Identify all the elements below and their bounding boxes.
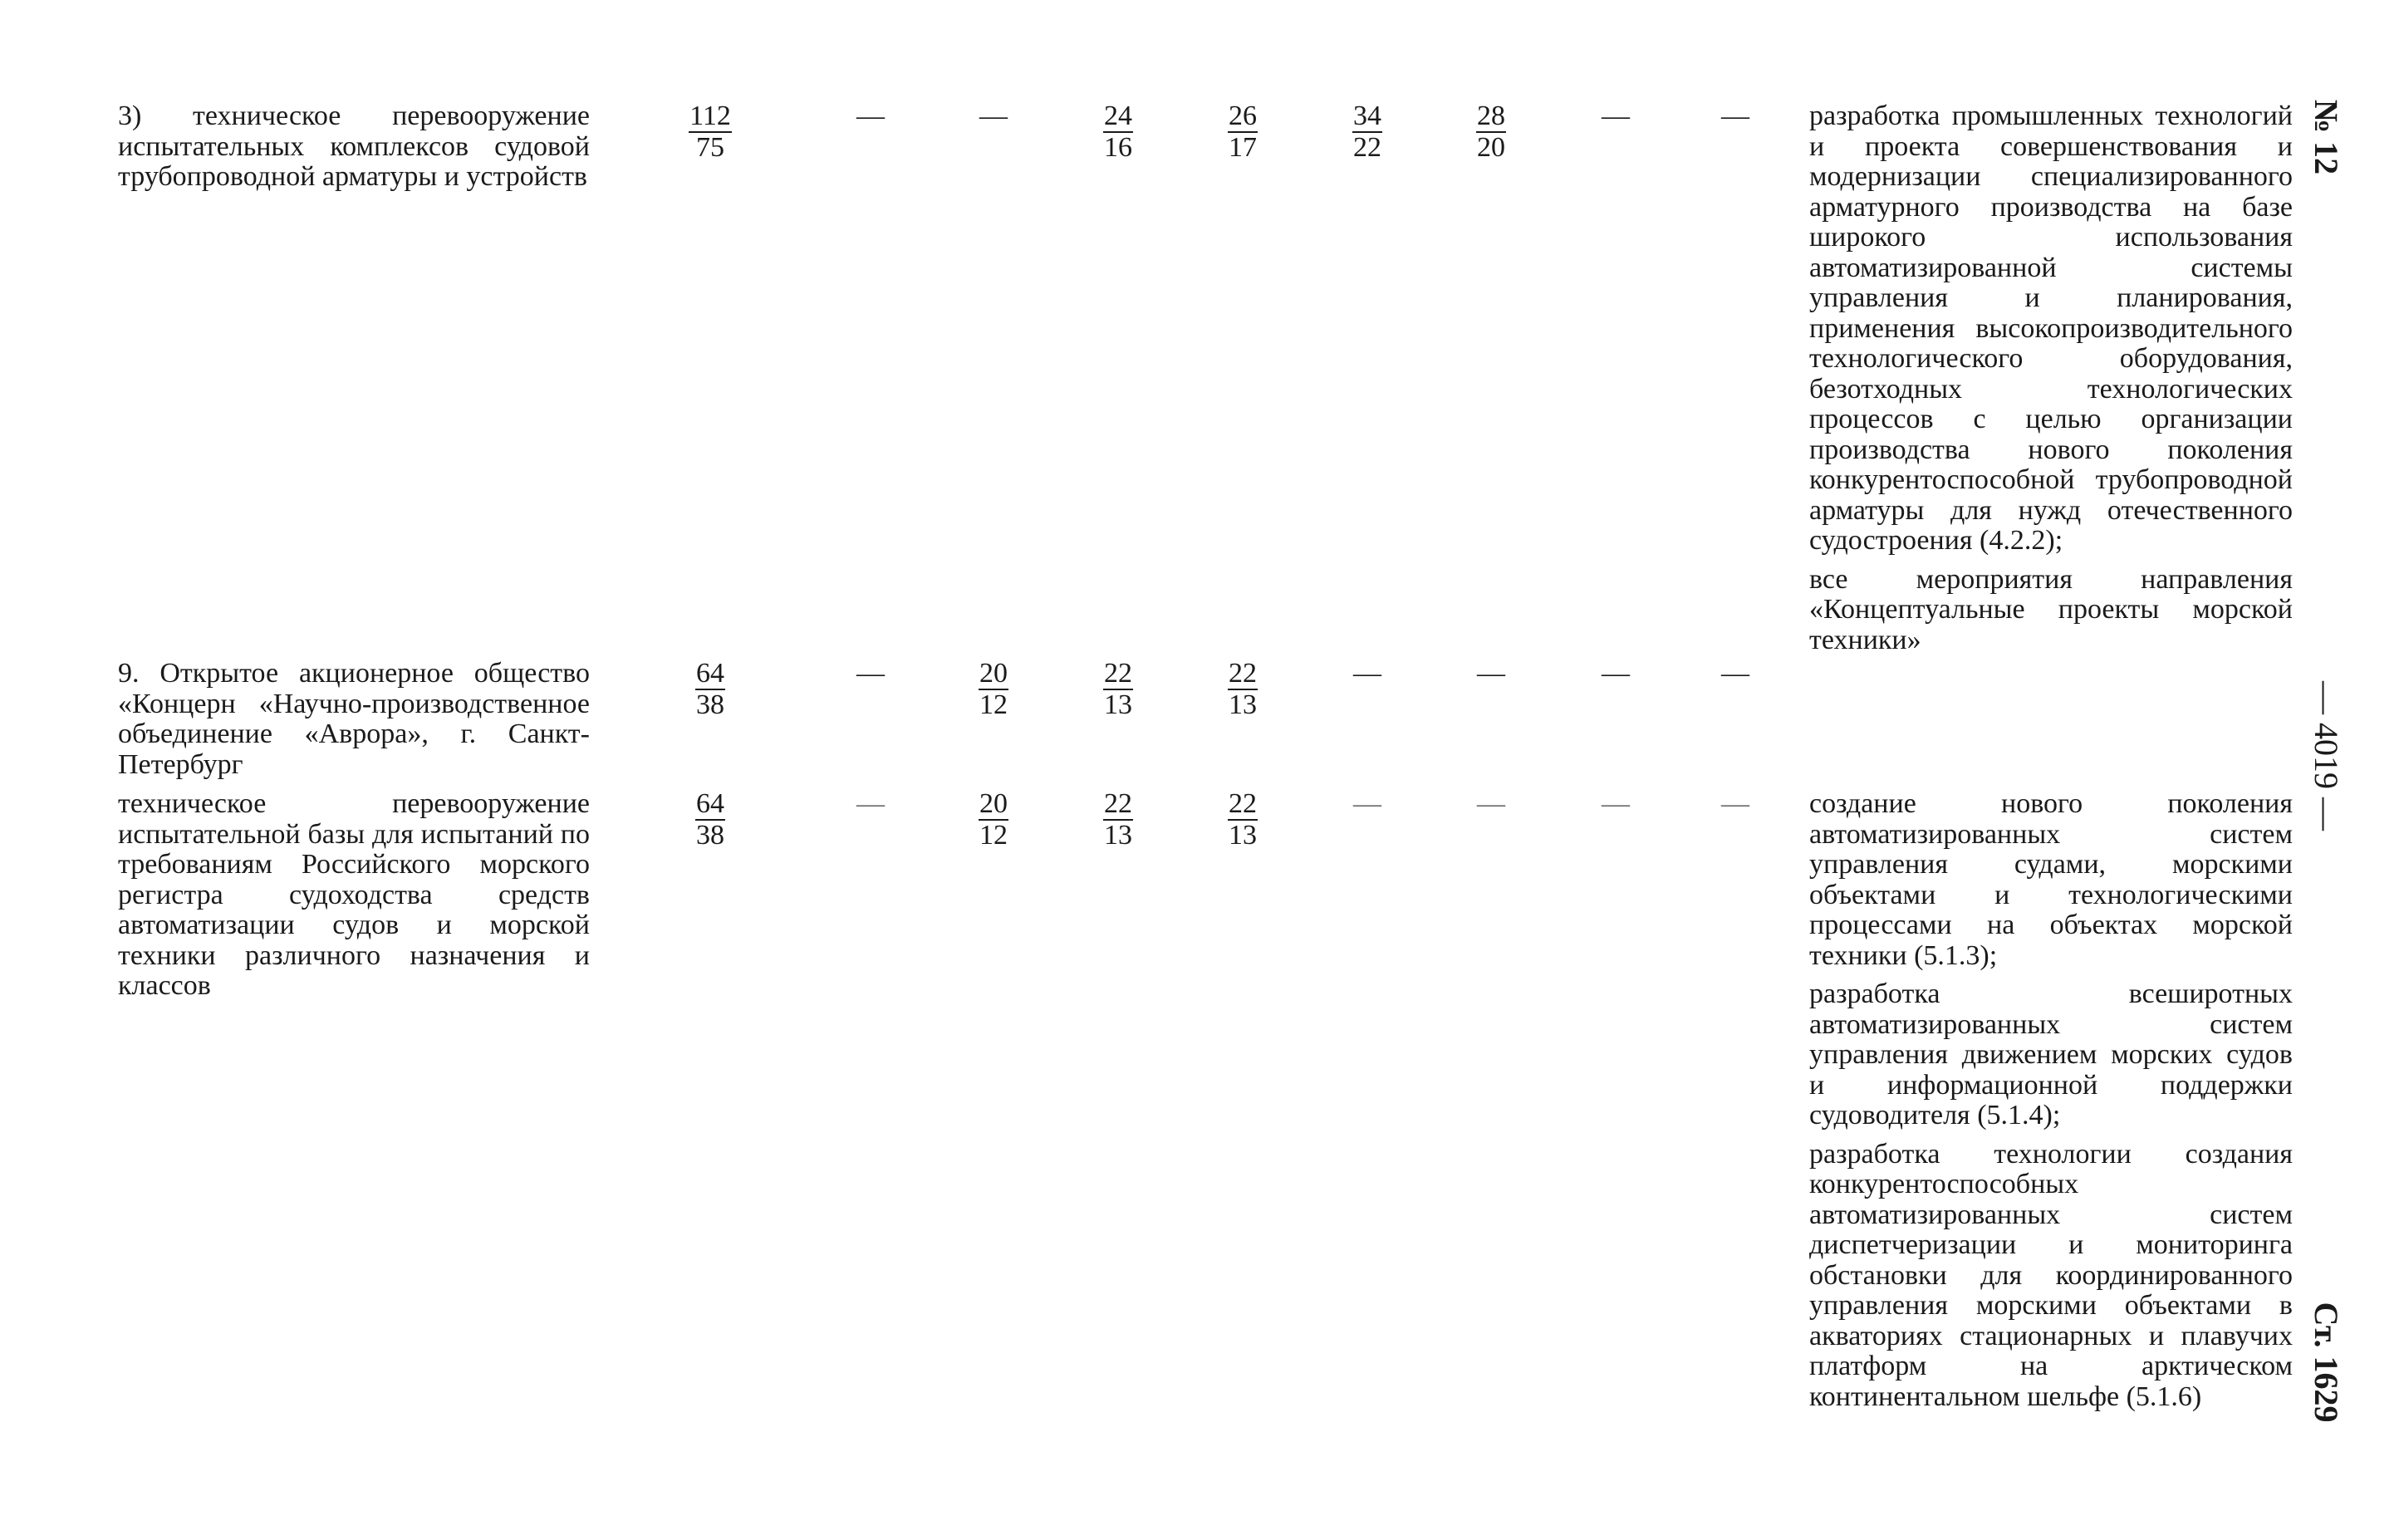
description-paragraph: разработка промышленных технологий и проекта совершенствования и модернизации специализированного арматурного производства на базе широкого использования автоматизированной системы управления и планирования, применения высокопроизводительного технологического оборудования, безотходных технологических процессов с целью организации производства нового поколения конкурентоспособной трубопроводной арматуры для нужд отечественного судостроения (4.2.2); [1809,101,2293,556]
row-1-cell-3 [1085,659,1151,720]
row-0-cell-3 [1085,101,1151,163]
fraction-numerator: 26 [1229,101,1257,131]
fraction-numerator: 20 [979,658,1008,689]
fraction-denominator: 13 [1104,820,1132,851]
row-2-description [1809,789,2293,1412]
fraction-denominator: 75 [696,132,724,163]
row-1-cell-7: — [1602,658,1630,689]
row-2-cell-6: — [1477,788,1505,819]
row-0-cell-5 [1334,101,1401,163]
fraction-denominator: 13 [1229,820,1257,851]
fraction-denominator: 38 [696,820,724,851]
fraction-denominator: 12 [979,820,1008,851]
fraction-denominator: 38 [696,689,724,720]
row-0-description [1809,101,2293,655]
row-2-cell-0 [677,789,743,851]
row-0-cell-1: — [856,101,885,131]
row-1-cell-0 [677,659,743,720]
fraction-denominator: 20 [1477,132,1505,163]
fraction-denominator: 22 [1353,132,1381,163]
page-number: — 4019 — [2308,681,2345,831]
fraction-denominator: 12 [979,689,1008,720]
fraction-numerator: 24 [1104,101,1132,131]
row-1-cell-8: — [1721,658,1749,689]
row-0-cell-0 [677,101,743,163]
fraction-denominator: 16 [1104,132,1132,163]
fraction-numerator: 22 [1229,658,1257,689]
row-1-cell-2 [960,659,1027,720]
row-2-cell-1: — [856,788,885,819]
fraction-numerator: 22 [1104,658,1132,689]
row-1-cell-5: — [1353,658,1381,689]
row-1-name: 9. Открытое акционерное общество «Концерн «Научно-производственное объединение «Аврора», г. Санкт-Петербург [118,658,590,780]
article-number: Ст. 1629 [2308,1302,2345,1423]
row-1-cell-4 [1209,659,1276,720]
row-1-cell-1: — [856,658,885,689]
fraction-numerator: 22 [1104,788,1132,819]
row-0-name: 3) техническое перевооружение испытательных комплексов судовой трубопроводной арматуры и устройств [118,101,590,192]
description-paragraph: все мероприятия направления «Концептуальные проекты морской техники» [1809,563,2293,655]
row-2-cell-7: — [1602,788,1630,819]
fraction-numerator: 28 [1477,101,1505,131]
fraction-denominator: 13 [1104,689,1132,720]
fraction-numerator: 20 [979,788,1008,819]
row-2-cell-2 [960,789,1027,851]
row-2-name: техническое перевооружение испытательной базы для испытаний по требованиям Российского морского регистра судоходства средств автоматизации судов и морской техники различного назначения и классов [118,788,590,1001]
fraction-denominator: 13 [1229,689,1257,720]
issue-number: № 12 [2308,99,2345,175]
row-0-cell-4 [1209,101,1276,163]
row-0-cell-7: — [1602,101,1630,131]
row-0-cell-2: — [979,101,1008,131]
row-1-cell-6: — [1477,658,1505,689]
fraction-numerator: 34 [1353,101,1381,131]
row-2-cell-8: — [1721,788,1749,819]
description-paragraph: разработка всеширотных автоматизированных систем управления движением морских судов и информационной поддержки судоводителя (5.1.4); [1809,978,2293,1130]
row-2-cell-4 [1209,789,1276,851]
fraction-numerator: 22 [1229,788,1257,819]
fraction-numerator: 64 [696,658,724,689]
fraction-numerator: 64 [696,788,724,819]
description-paragraph: создание нового поколения автоматизированных систем управления судами, морскими объектами и технологическими процессами на объектах морской техники (5.1.3); [1809,788,2293,971]
row-2-cell-5: — [1353,788,1381,819]
row-0-cell-8: — [1721,101,1749,131]
description-paragraph: разработка технологии создания конкурентоспособных автоматизированных систем диспетчеризации и мониторинга обстановки для координированного управления морскими объектами в акваториях стационарных и плавучих платформ на арктическом континентальном шельфе (5.1.6) [1809,1138,2293,1412]
fraction-denominator: 17 [1229,132,1257,163]
row-0-cell-6 [1458,101,1524,163]
fraction-numerator: 112 [689,101,731,131]
row-2-cell-3 [1085,789,1151,851]
